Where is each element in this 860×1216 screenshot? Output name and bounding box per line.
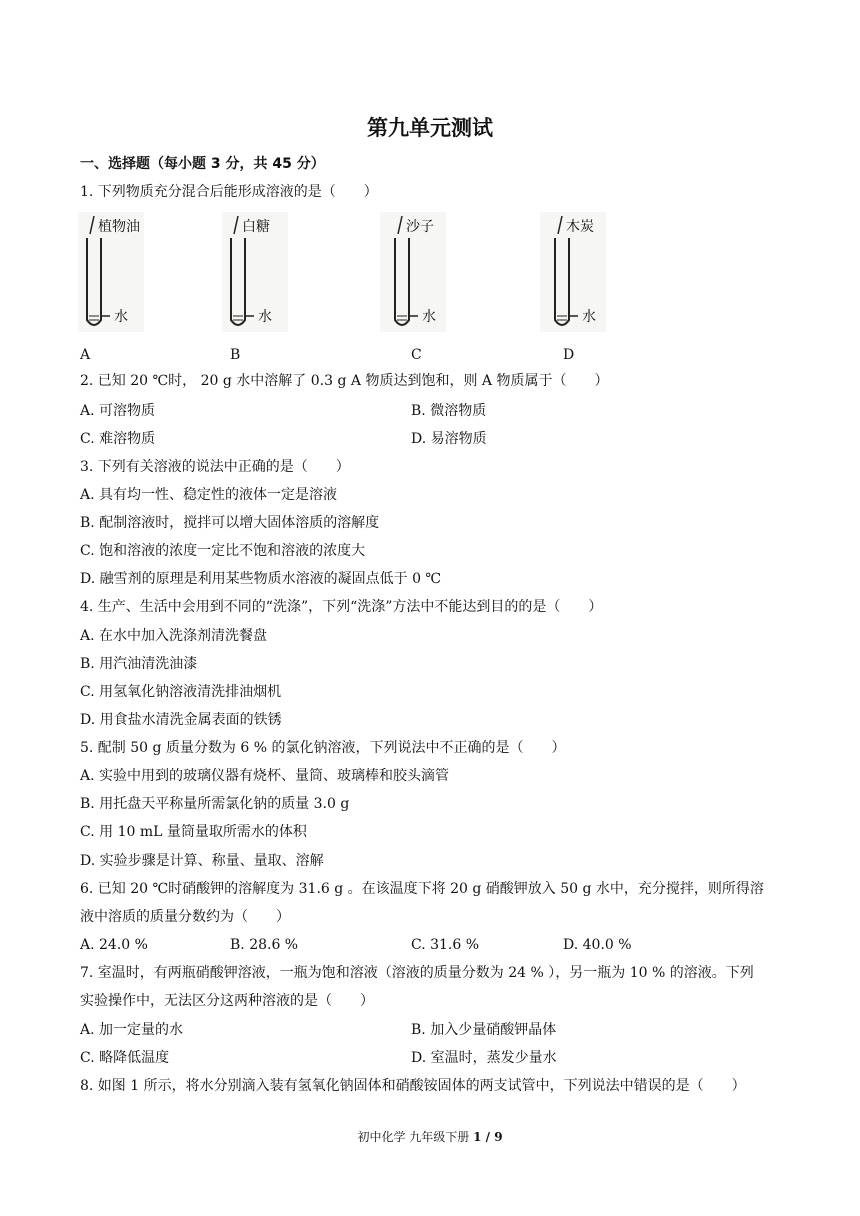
substance-label-a: 植物油 xyxy=(98,219,140,235)
q6-option-a: A. 24.0 % xyxy=(80,937,148,953)
q2-option-b: B. 微溶物质 xyxy=(411,403,487,419)
q4-option-d: D. 用食盐水清洗金属表面的铁锈 xyxy=(80,712,282,728)
test-tube-figure-c xyxy=(380,212,446,332)
figure-letter-d: D xyxy=(563,347,575,363)
question-8-stem: 8. 如图 1 所示，将水分别滴入装有氢氧化钠固体和硝酸铵固体的两支试管中，下列说法中错误的是（ ） xyxy=(80,1078,746,1094)
q5-option-a: A. 实验中用到的玻璃仪器有烧杯、量筒、玻璃棒和胶头滴管 xyxy=(80,768,450,784)
question-5-stem: 5. 配制 50 g 质量分数为 6 % 的氯化钠溶液，下列说法中不正确的是（ ） xyxy=(80,740,566,756)
q3-option-c: C. 饱和溶液的浓度一定比不饱和溶液的浓度大 xyxy=(80,543,366,559)
substance-label-c: 沙子 xyxy=(406,219,434,235)
q3-option-d: D. 融雪剂的原理是利用某些物质水溶液的凝固点低于 0 ℃ xyxy=(80,571,442,587)
footer-subject: 初中化学 九年级下册 xyxy=(357,1130,470,1144)
water-label-d: 水 xyxy=(582,309,596,325)
water-label-c: 水 xyxy=(422,309,436,325)
question-2-stem: 2. 已知 20 ℃时， 20 g 水中溶解了 0.3 g A 物质达到饱和，则 A 物质属于（ ） xyxy=(80,373,609,389)
q7-option-a: A. 加一定量的水 xyxy=(80,1022,184,1038)
section-heading: 一、选择题（每小题 3 分，共 45 分） xyxy=(80,156,325,172)
substance-label-d: 木炭 xyxy=(566,219,594,235)
question-7-stem-line2: 实验操作中，无法区分这两种溶液的是（ ） xyxy=(80,993,374,1009)
q7-option-b: B. 加入少量硝酸钾晶体 xyxy=(411,1022,557,1038)
water-label-b: 水 xyxy=(258,309,272,325)
substance-label-b: 白糖 xyxy=(242,219,270,235)
q5-option-d: D. 实验步骤是计算、称量、量取、溶解 xyxy=(80,853,324,869)
q4-option-c: C. 用氢氧化钠溶液清洗排油烟机 xyxy=(80,684,282,700)
q5-option-c: C. 用 10 mL 量筒量取所需水的体积 xyxy=(80,824,307,840)
q4-option-b: B. 用汽油清洗油漆 xyxy=(80,656,198,672)
q6-option-d: D. 40.0 % xyxy=(563,937,632,953)
figure-letter-a: A xyxy=(80,347,91,363)
q5-option-b: B. 用托盘天平称量所需氯化钠的质量 3.0 g xyxy=(80,796,350,812)
q2-option-a: A. 可溶物质 xyxy=(80,403,156,419)
footer-page-number: 1 / 9 xyxy=(473,1130,503,1144)
figure-letter-b: B xyxy=(230,347,241,363)
question-3-stem: 3. 下列有关溶液的说法中正确的是（ ） xyxy=(80,459,350,475)
question-6-stem-line1: 6. 已知 20 ℃时硝酸钾的溶解度为 31.6 g 。在该温度下将 20 g 硝酸钾放入 50 g 水中，充分搅拌，则所得溶 xyxy=(80,881,764,897)
q4-option-a: A. 在水中加入洗涤剂清洗餐盘 xyxy=(80,628,268,644)
question-7-stem-line1: 7. 室温时，有两瓶硝酸钾溶液，一瓶为饱和溶液（溶液的质量分数为 24 % ），另一瓶为 10 % 的溶液。下列 xyxy=(80,965,754,981)
q3-option-a: A. 具有均一性、稳定性的液体一定是溶液 xyxy=(80,487,338,503)
q7-option-d: D. 室温时，蒸发少量水 xyxy=(411,1050,557,1066)
q7-option-c: C. 略降低温度 xyxy=(80,1050,170,1066)
q6-option-c: C. 31.6 % xyxy=(411,937,480,953)
page-footer xyxy=(0,1128,860,1145)
question-4-stem: 4. 生产、生活中会用到不同的“洗涤”，下列“洗涤”方法中不能达到目的的是（ ） xyxy=(80,599,603,615)
q2-option-d: D. 易溶物质 xyxy=(411,431,487,447)
test-tube-figure-a xyxy=(78,212,144,332)
test-tube-figure-b xyxy=(222,212,288,332)
question-6-stem-line2: 液中溶质的质量分数约为（ ） xyxy=(80,909,290,925)
water-label-a: 水 xyxy=(114,309,128,325)
test-tube-figure-d xyxy=(540,212,606,332)
figure-letter-c: C xyxy=(411,347,422,363)
q3-option-b: B. 配制溶液时，搅拌可以增大固体溶质的溶解度 xyxy=(80,515,380,531)
q6-option-b: B. 28.6 % xyxy=(230,937,299,953)
question-1-stem: 1. 下列物质充分混合后能形成溶液的是（ ） xyxy=(80,184,378,200)
q2-option-c: C. 难溶物质 xyxy=(80,431,156,447)
page-title: 第九单元测试 xyxy=(367,116,493,140)
